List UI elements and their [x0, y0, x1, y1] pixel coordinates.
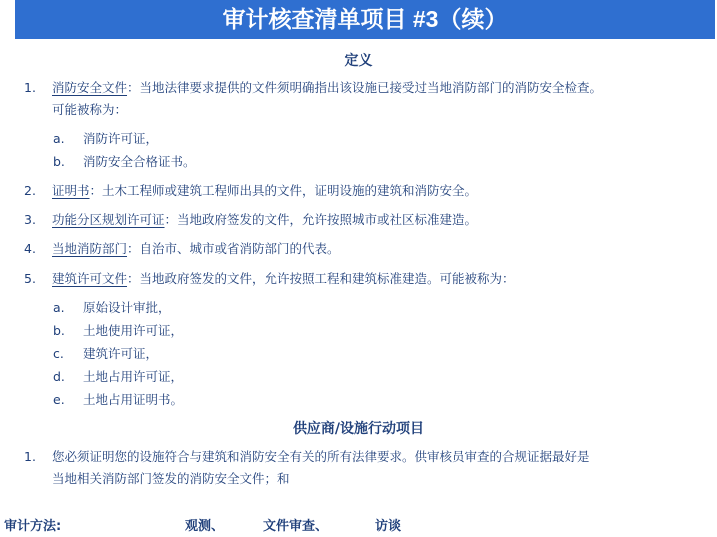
- definition-term: 功能分区规划许可证: [52, 212, 165, 227]
- sub-item-label: b.: [53, 323, 65, 338]
- audit-methods-label: 审计方法:: [4, 519, 62, 534]
- item-number: 2.: [24, 183, 36, 198]
- definition-text: [52, 209, 477, 231]
- sub-item-text: 原始设计审批，: [83, 300, 171, 315]
- definition-continuation: 可能被称为：: [52, 102, 128, 117]
- definitions-heading: 定义: [344, 53, 373, 69]
- actions-heading: 供应商/设施行动项目: [292, 421, 425, 437]
- sub-item-label: b.: [53, 154, 65, 169]
- definition-description: ：当地政府签发的文件，允许按照工程和建筑标准建造。可能被称为：: [127, 271, 515, 286]
- definition-text: [52, 180, 477, 202]
- sub-item-label: e.: [53, 392, 65, 407]
- sub-item-label: a.: [53, 300, 65, 315]
- definition-text: [52, 268, 515, 290]
- sub-item-label: c.: [53, 346, 64, 361]
- sub-item-label: d.: [53, 369, 65, 384]
- sub-item-text: 建筑许可证，: [83, 346, 159, 361]
- definition-term: 建筑许可文件: [52, 271, 128, 286]
- slide-title: 审计核查清单项目 #3（续）: [15, 0, 715, 39]
- sub-item-text: 土地使用许可证，: [83, 323, 184, 338]
- item-number: 3.: [24, 212, 36, 227]
- definition-term: 消防安全文件: [52, 80, 128, 95]
- item-number: 5.: [24, 271, 36, 286]
- definition-text: [52, 77, 602, 99]
- definition-description: ：自治市、城市或省消防部门的代表。: [127, 241, 340, 256]
- action-text-line-2: 当地相关消防部门签发的消防安全文件；和: [52, 471, 290, 486]
- sub-item-text: 土地占用证明书。: [83, 392, 184, 407]
- definition-term: 当地消防部门: [52, 241, 128, 256]
- item-number: 1.: [24, 80, 36, 95]
- definition-description: ：土木工程师或建筑工程师出具的文件，证明设施的建筑和消防安全。: [89, 183, 478, 198]
- sub-item-text: 土地占用许可证，: [83, 369, 184, 384]
- item-number: 1.: [24, 449, 36, 464]
- definition-term: 证明书: [52, 183, 90, 198]
- definition-description: ：当地政府签发的文件，允许按照城市或社区标准建造。: [164, 212, 478, 227]
- sub-item-text: 消防许可证，: [83, 131, 159, 146]
- definition-text: [52, 238, 340, 260]
- definition-description: ：当地法律要求提供的文件须明确指出该设施已接受过当地消防部门的消防安全检查。: [127, 80, 603, 95]
- audit-method-interview: 访谈: [375, 519, 402, 534]
- audit-method-observation: 观测、: [185, 519, 225, 534]
- audit-method-document-review: 文件审查、: [263, 519, 329, 534]
- item-number: 4.: [24, 241, 36, 256]
- audit-methods-footer: [0, 515, 717, 537]
- sub-item-text: 消防安全合格证书。: [83, 154, 196, 169]
- sub-item-label: a.: [53, 131, 65, 146]
- action-text-line-1: 您必须证明您的设施符合与建筑和消防安全有关的所有法律要求。供审核员审查的合规证据最好是: [52, 449, 590, 464]
